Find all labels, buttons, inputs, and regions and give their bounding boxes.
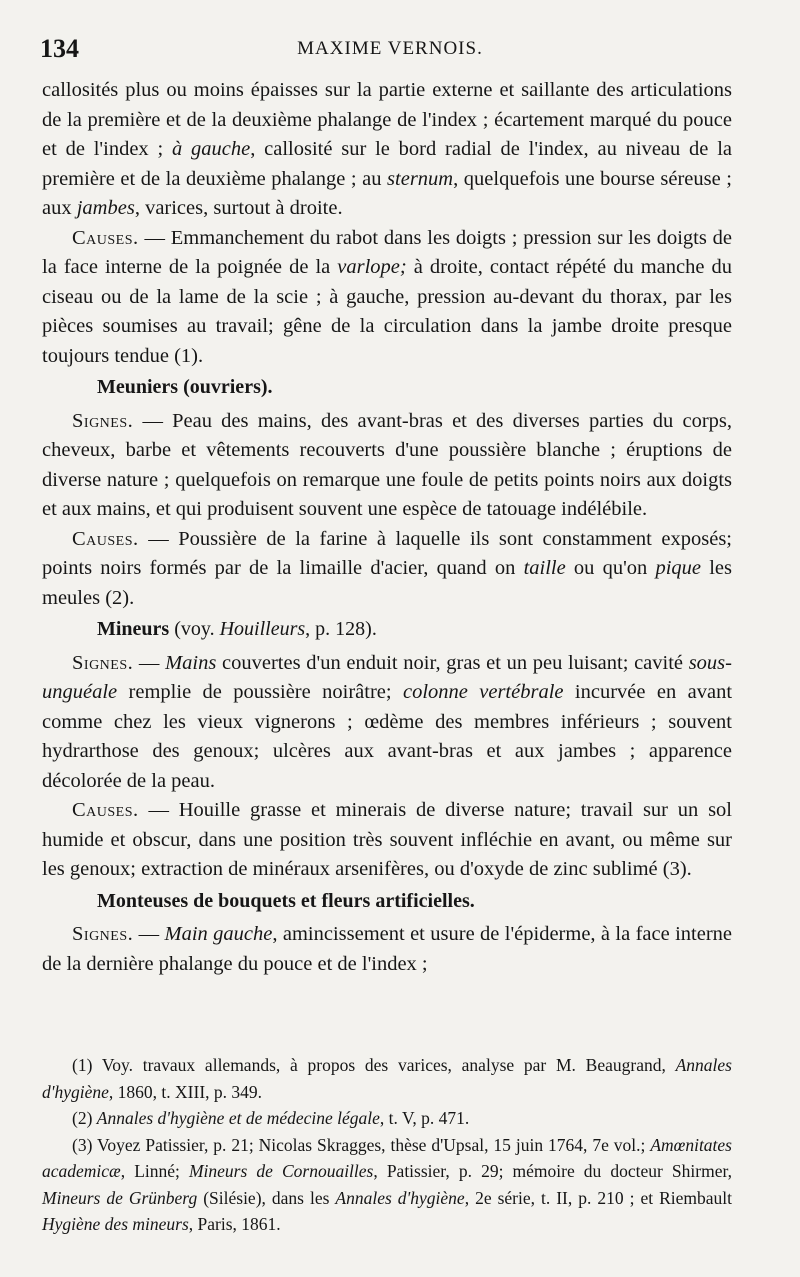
paragraph-signes bbox=[42, 920, 732, 979]
text-run: , quelquefois une bourse séreuse ; aux bbox=[42, 167, 732, 219]
text-run: , p. 128). bbox=[305, 618, 377, 640]
text-run: (1) Voy. travaux allemands, à propos des varices, analyse par M. Beaugrand, bbox=[72, 1055, 676, 1075]
text-run: , callosité sur le bord radial de l'index, au niveau de la première et de la deuxième phalange ; au bbox=[42, 138, 732, 190]
text-run: , Paris, 1861. bbox=[188, 1214, 281, 1234]
text-run: (2) bbox=[72, 1108, 97, 1128]
footnote-2 bbox=[42, 1105, 732, 1132]
italic-run: Annales d'hygiène bbox=[335, 1187, 465, 1208]
italic-run: Main gauche bbox=[164, 923, 273, 945]
text-run: , 1860, t. XIII, p. 349. bbox=[108, 1081, 263, 1102]
text-run: , varices, surtout à droite. bbox=[134, 197, 343, 219]
page-header bbox=[40, 34, 740, 64]
italic-run: varlope; bbox=[337, 256, 407, 278]
paragraph-label: Causes. bbox=[72, 799, 139, 821]
text-run: — bbox=[133, 651, 166, 674]
text-run: à droite, contact répété du manche du ciseau ou de la lame de la scie ; à gauche, pression au-devant du thorax, par les pièces soumises au travail; gêne de la circulation dans la jambe droite presque toujours tendue (1). bbox=[42, 256, 732, 367]
text-run: , Patissier, p. 29; mémoire du docteur Shirmer, bbox=[373, 1161, 732, 1181]
text-run: , 2e série, t. II, p. 210 ; et Riembault bbox=[464, 1187, 732, 1208]
italic-run: Annales d'hygiène bbox=[42, 1055, 732, 1102]
footnote-1 bbox=[42, 1052, 732, 1105]
text-run: (Silésie), dans les bbox=[197, 1187, 336, 1208]
section-heading-meuniers: Meuniers (ouvriers). bbox=[97, 376, 273, 398]
italic-run: Houilleurs bbox=[219, 618, 306, 640]
text-run: (voy. bbox=[169, 618, 220, 640]
italic-run: colonne vertébrale bbox=[402, 681, 564, 703]
text-run: callosités plus ou moins épaisses sur la partie externe et saillante des articulations de la première et de la deuxième phalange de l'index ; écartement marqué du pouce et de l'index ; bbox=[42, 79, 732, 160]
text-run: , t. V, p. 471. bbox=[379, 1108, 470, 1128]
italic-run: pique bbox=[655, 557, 702, 579]
text-run: , amincissement et usure de l'épiderme, à la face interne de la dernière phalange du pouce et de l'index ; bbox=[42, 923, 732, 975]
paragraph-signes bbox=[42, 649, 732, 797]
running-title: MAXIME VERNOIS. bbox=[297, 38, 483, 59]
paragraph-label: Signes. bbox=[72, 651, 134, 674]
text-run: — Poussière de la farine à laquelle ils sont constamment exposés; points noirs formés par de la limaille d'acier, quand on bbox=[42, 527, 732, 579]
paragraph-signes bbox=[42, 407, 732, 525]
footnotes bbox=[42, 1052, 732, 1238]
text-run: couvertes d'un enduit noir, gras et un peu luisant; cavité bbox=[216, 651, 689, 674]
section-heading-monteuses: Monteuses de bouquets et fleurs artificielles. bbox=[97, 889, 475, 912]
text-run: — Peau des mains, des avant-bras et des diverses parties du corps, cheveux, barbe et vêtements recouverts d'une poussière blanche ; éruptions de diverse nature ; quelquefois on remarque une foule de petits points noirs aux doigts et aux mains, et qui produisent souvent une espèce de tatouage indélébile. bbox=[42, 409, 732, 520]
paragraph-causes bbox=[42, 525, 732, 614]
paragraph-label: Signes. bbox=[72, 409, 134, 432]
text-run: les meules (2). bbox=[42, 557, 732, 609]
paragraph-label: Signes. bbox=[72, 923, 134, 945]
paragraph-continuation bbox=[42, 76, 732, 224]
italic-run: Annales d'hygiène et de médecine légale bbox=[96, 1108, 380, 1128]
text-run: , Linné; bbox=[120, 1161, 189, 1181]
text-run: — Emmanchement du rabot dans les doigts ; pression sur les doigts de la face interne de la poignée de la bbox=[42, 226, 732, 278]
text-run: — bbox=[133, 923, 165, 945]
paragraph-label: Causes. bbox=[72, 527, 139, 550]
footnote-3 bbox=[42, 1132, 732, 1238]
italic-run: Amœnitates academicæ bbox=[42, 1134, 732, 1181]
text-run: — Houille grasse et minerais de diverse nature; travail sur un sol humide et obscur, dans une position très souvent infléchie en avant, ou même sur les genoux; extraction de minéraux arsenifères, ou d'oxyde de zinc sublimé (3). bbox=[42, 799, 732, 880]
paragraph-label: Causes. bbox=[72, 226, 139, 249]
text-run: ou qu'on bbox=[565, 557, 656, 579]
text-run: incurvée en avant comme chez les vieux vignerons ; œdème des membres inférieurs ; souvent hydrarthose des genoux; ulcères aux avant-bras et aux jambes ; apparence décolorée de la peau. bbox=[42, 681, 733, 792]
italic-run: Mineurs de Grünberg bbox=[42, 1187, 198, 1208]
heading-bold: Mineurs bbox=[97, 618, 170, 640]
italic-run: Mains bbox=[165, 651, 217, 674]
text-run: (3) Voyez Patissier, p. 21; Nicolas Skragges, thèse d'Upsal, 15 juin 1764, 7e vol.; bbox=[72, 1134, 651, 1155]
page-number: 134 bbox=[40, 34, 79, 63]
italic-run: à gauche bbox=[171, 138, 251, 160]
italic-run: taille bbox=[523, 557, 566, 579]
text-run: remplie de poussière noirâtre; bbox=[117, 681, 403, 703]
italic-run: jambes bbox=[76, 197, 135, 219]
italic-run: Hygiène des mineurs bbox=[42, 1214, 189, 1234]
italic-run: sous-unguéale bbox=[42, 651, 732, 703]
italic-run: Mineurs de Cornouailles bbox=[188, 1161, 374, 1181]
section-heading-mineurs bbox=[97, 615, 732, 645]
italic-run: sternum bbox=[387, 167, 454, 190]
page-body bbox=[42, 76, 732, 979]
paragraph-causes bbox=[42, 796, 732, 885]
paragraph-causes bbox=[42, 224, 732, 372]
